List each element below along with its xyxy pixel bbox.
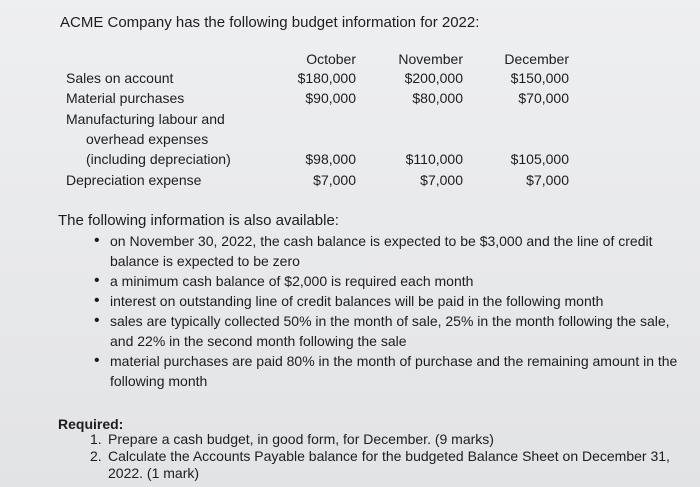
required-list <box>90 431 690 482</box>
budget-table <box>0 0 700 200</box>
row-label-manufacturing-line-2: overhead expenses <box>86 131 209 147</box>
list-item <box>90 448 690 482</box>
column-header-december: December <box>504 51 569 67</box>
list-item: • material purchases are paid 80% in the month of purchase and the remaining amount in the following month <box>88 351 688 391</box>
list-item: • interest on outstanding line of credit balances will be paid in the following month <box>88 291 688 311</box>
table-cell: $90,000 <box>305 90 356 106</box>
table-cell: $180,000 <box>297 70 356 86</box>
row-label-depreciation-expense: Depreciation expense <box>66 172 202 188</box>
table-cell: $98,000 <box>305 151 356 167</box>
table-cell: $7,000 <box>420 172 463 188</box>
table-cell: $200,000 <box>404 70 463 86</box>
required-heading: Required: <box>58 416 124 432</box>
item-number: 1. <box>90 431 102 447</box>
list-item: • a minimum cash balance of $2,000 is required each month <box>88 271 688 291</box>
info-heading: The following information is also available: <box>58 212 339 229</box>
table-cell: $7,000 <box>313 172 356 188</box>
info-bullet-list <box>88 231 688 391</box>
row-label-manufacturing-line-3: (including depreciation) <box>86 151 231 167</box>
list-item: • on November 30, 2022, the cash balance is expected to be $3,000 and the line of credit balance is expected to be zero <box>88 231 688 271</box>
item-text: Calculate the Accounts Payable balance for the budgeted Balance Sheet on December 31, 2022. (1 mark) <box>108 448 670 481</box>
item-number: 2. <box>90 448 102 464</box>
table-cell: $105,000 <box>510 151 569 167</box>
table-cell: $70,000 <box>518 90 569 106</box>
list-item <box>90 431 690 448</box>
row-label-manufacturing-line-1: Manufacturing labour and <box>66 111 225 127</box>
table-cell: $7,000 <box>526 172 569 188</box>
row-label-material-purchases: Material purchases <box>66 90 185 106</box>
list-item: • sales are typically collected 50% in the month of sale, 25% in the month following the sale, and 22% in the second month following the sale <box>88 311 688 351</box>
table-cell: $150,000 <box>510 70 569 86</box>
document-title: ACME Company has the following budget information for 2022: <box>60 14 480 31</box>
item-text: Prepare a cash budget, in good form, for December. (9 marks) <box>108 431 494 447</box>
table-cell: $80,000 <box>412 90 463 106</box>
column-header-october: October <box>306 51 356 67</box>
row-label-sales-on-account: Sales on account <box>66 70 174 86</box>
table-cell: $110,000 <box>405 151 463 167</box>
column-header-november: November <box>398 51 463 67</box>
